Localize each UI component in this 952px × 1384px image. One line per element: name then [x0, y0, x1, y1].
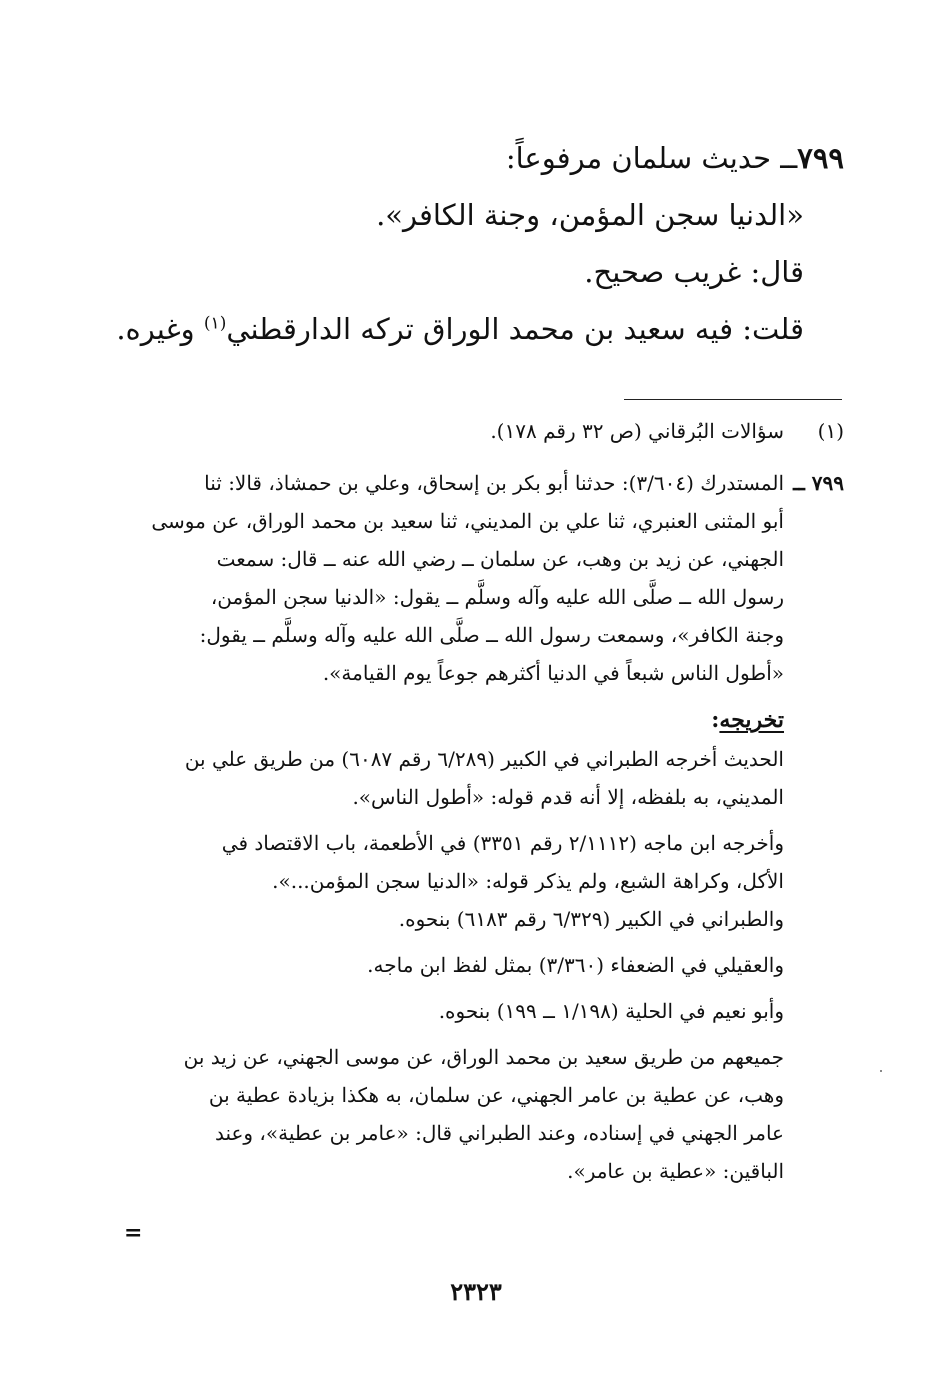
takhrij-line: المديني، به بلفظه، إلا أنه قدم قوله: «أطول الناس». [352, 785, 784, 809]
footnote-1 [109, 412, 844, 450]
commentary-799 [109, 464, 844, 692]
footnotes-section [109, 412, 844, 1190]
takhrij-paragraph [109, 992, 784, 1030]
takhrij-line: الأكل، وكراهة الشبع، ولم يذكر قوله: «الدنيا سجن المؤمن...». [272, 869, 784, 893]
qala-line: قال: غريب صحيح. [584, 255, 804, 289]
page-number: ٢٣٢٣ [450, 1277, 502, 1306]
takhrij-line: الباقين: «عطية بن عامر». [567, 1159, 784, 1183]
takhrij-colon: : [711, 707, 720, 733]
takhrij-title: تخريجه [719, 707, 784, 733]
qultu-end: وغيره. [116, 312, 204, 346]
takhrij-line: وأبو نعيم في الحلية (١/١٩٨ ــ ١٩٩) بنحوه. [438, 999, 784, 1023]
takhrij-line: عامر الجهني في إسناده، وعند الطبراني قال: «عامر بن عطية»، وعند [214, 1121, 784, 1145]
footnote-reference: (١) [203, 313, 227, 334]
commentary-line: رسول الله ــ صلَّى الله عليه وآله وسلَّم ــ يقول: «الدنيا سجن المؤمن، [210, 585, 784, 609]
qultu-text: قلت: فيه سعيد بن محمد الوراق تركه الدارقطني [226, 312, 804, 346]
takhrij-paragraph [109, 900, 784, 938]
commentary-marker: ٧٩٩ ــ [793, 471, 844, 495]
entry-title: حديث سلمان مرفوعاً: [505, 141, 772, 175]
takhrij-line: وأخرجه ابن ماجه (٢/١١١٢ رقم ٣٣٥١) في الأطعمة، باب الاقتصاد في [221, 831, 784, 855]
commentary-line: «أطول الناس شبعاً في الدنيا أكثرهم جوعاً يوم القيامة». [322, 661, 784, 685]
takhrij-paragraph [109, 740, 784, 816]
footnote-marker: (١) [817, 419, 844, 443]
takhrij-line: الحديث أخرجه الطبراني في الكبير (٦/٢٨٩ رقم ٦٠٨٧) من طريق علي بن [184, 747, 784, 771]
entry-heading [124, 130, 844, 187]
takhrij-paragraph [109, 1038, 784, 1190]
footnote-line: سؤالات البُرقاني (ص ٣٢ رقم ١٧٨). [490, 419, 784, 443]
takhrij-paragraph [109, 824, 784, 900]
commentary-line: المستدرك (٣/٦٠٤): حدثنا أبو بكر بن إسحاق، وعلي بن حمشاذ، قالا: ثنا [204, 471, 784, 495]
takhrij-body [109, 740, 844, 1190]
entry-number: ٧٩٩ [797, 141, 844, 175]
scan-speck [880, 1070, 882, 1072]
hadith-text: «الدنيا سجن المؤمن، وجنة الكافر». [376, 198, 804, 232]
takhrij-paragraph [109, 946, 784, 984]
commentary-line: الجهني، عن زيد بن وهب، عن سلمان ــ رضي الله عنه ــ قال: سمعت [216, 547, 784, 571]
commentary-line: وجنة الكافر»، وسمعت رسول الله ــ صلَّى الله عليه وآله وسلَّم ــ يقول: [199, 623, 784, 647]
qultu-line [116, 301, 844, 358]
takhrij-heading [109, 700, 844, 740]
takhrij-line: والعقيلي في الضعفاء (٣/٣٦٠) بمثل لفظ ابن ماجه. [367, 953, 784, 977]
footnote-divider [624, 399, 842, 400]
main-text [116, 130, 844, 358]
takhrij-line: والطبراني في الكبير (٦/٣٢٩ رقم ٦١٨٣) بنحوه. [398, 907, 784, 931]
continuation-mark: = [124, 1220, 143, 1246]
takhrij-line: جميعهم من طريق سعيد بن محمد الوراق، عن موسى الجهني، عن زيد بن [183, 1045, 784, 1069]
commentary-line: أبو المثنى العنبري، ثنا علي بن المديني، ثنا سعيد بن محمد الوراق، عن موسى [151, 509, 784, 533]
entry-dash: ــ [780, 141, 798, 175]
takhrij-line: وهب، عن عطية بن عامر الجهني، عن سلمان، به هكذا بزيادة عطية بن [208, 1083, 784, 1107]
